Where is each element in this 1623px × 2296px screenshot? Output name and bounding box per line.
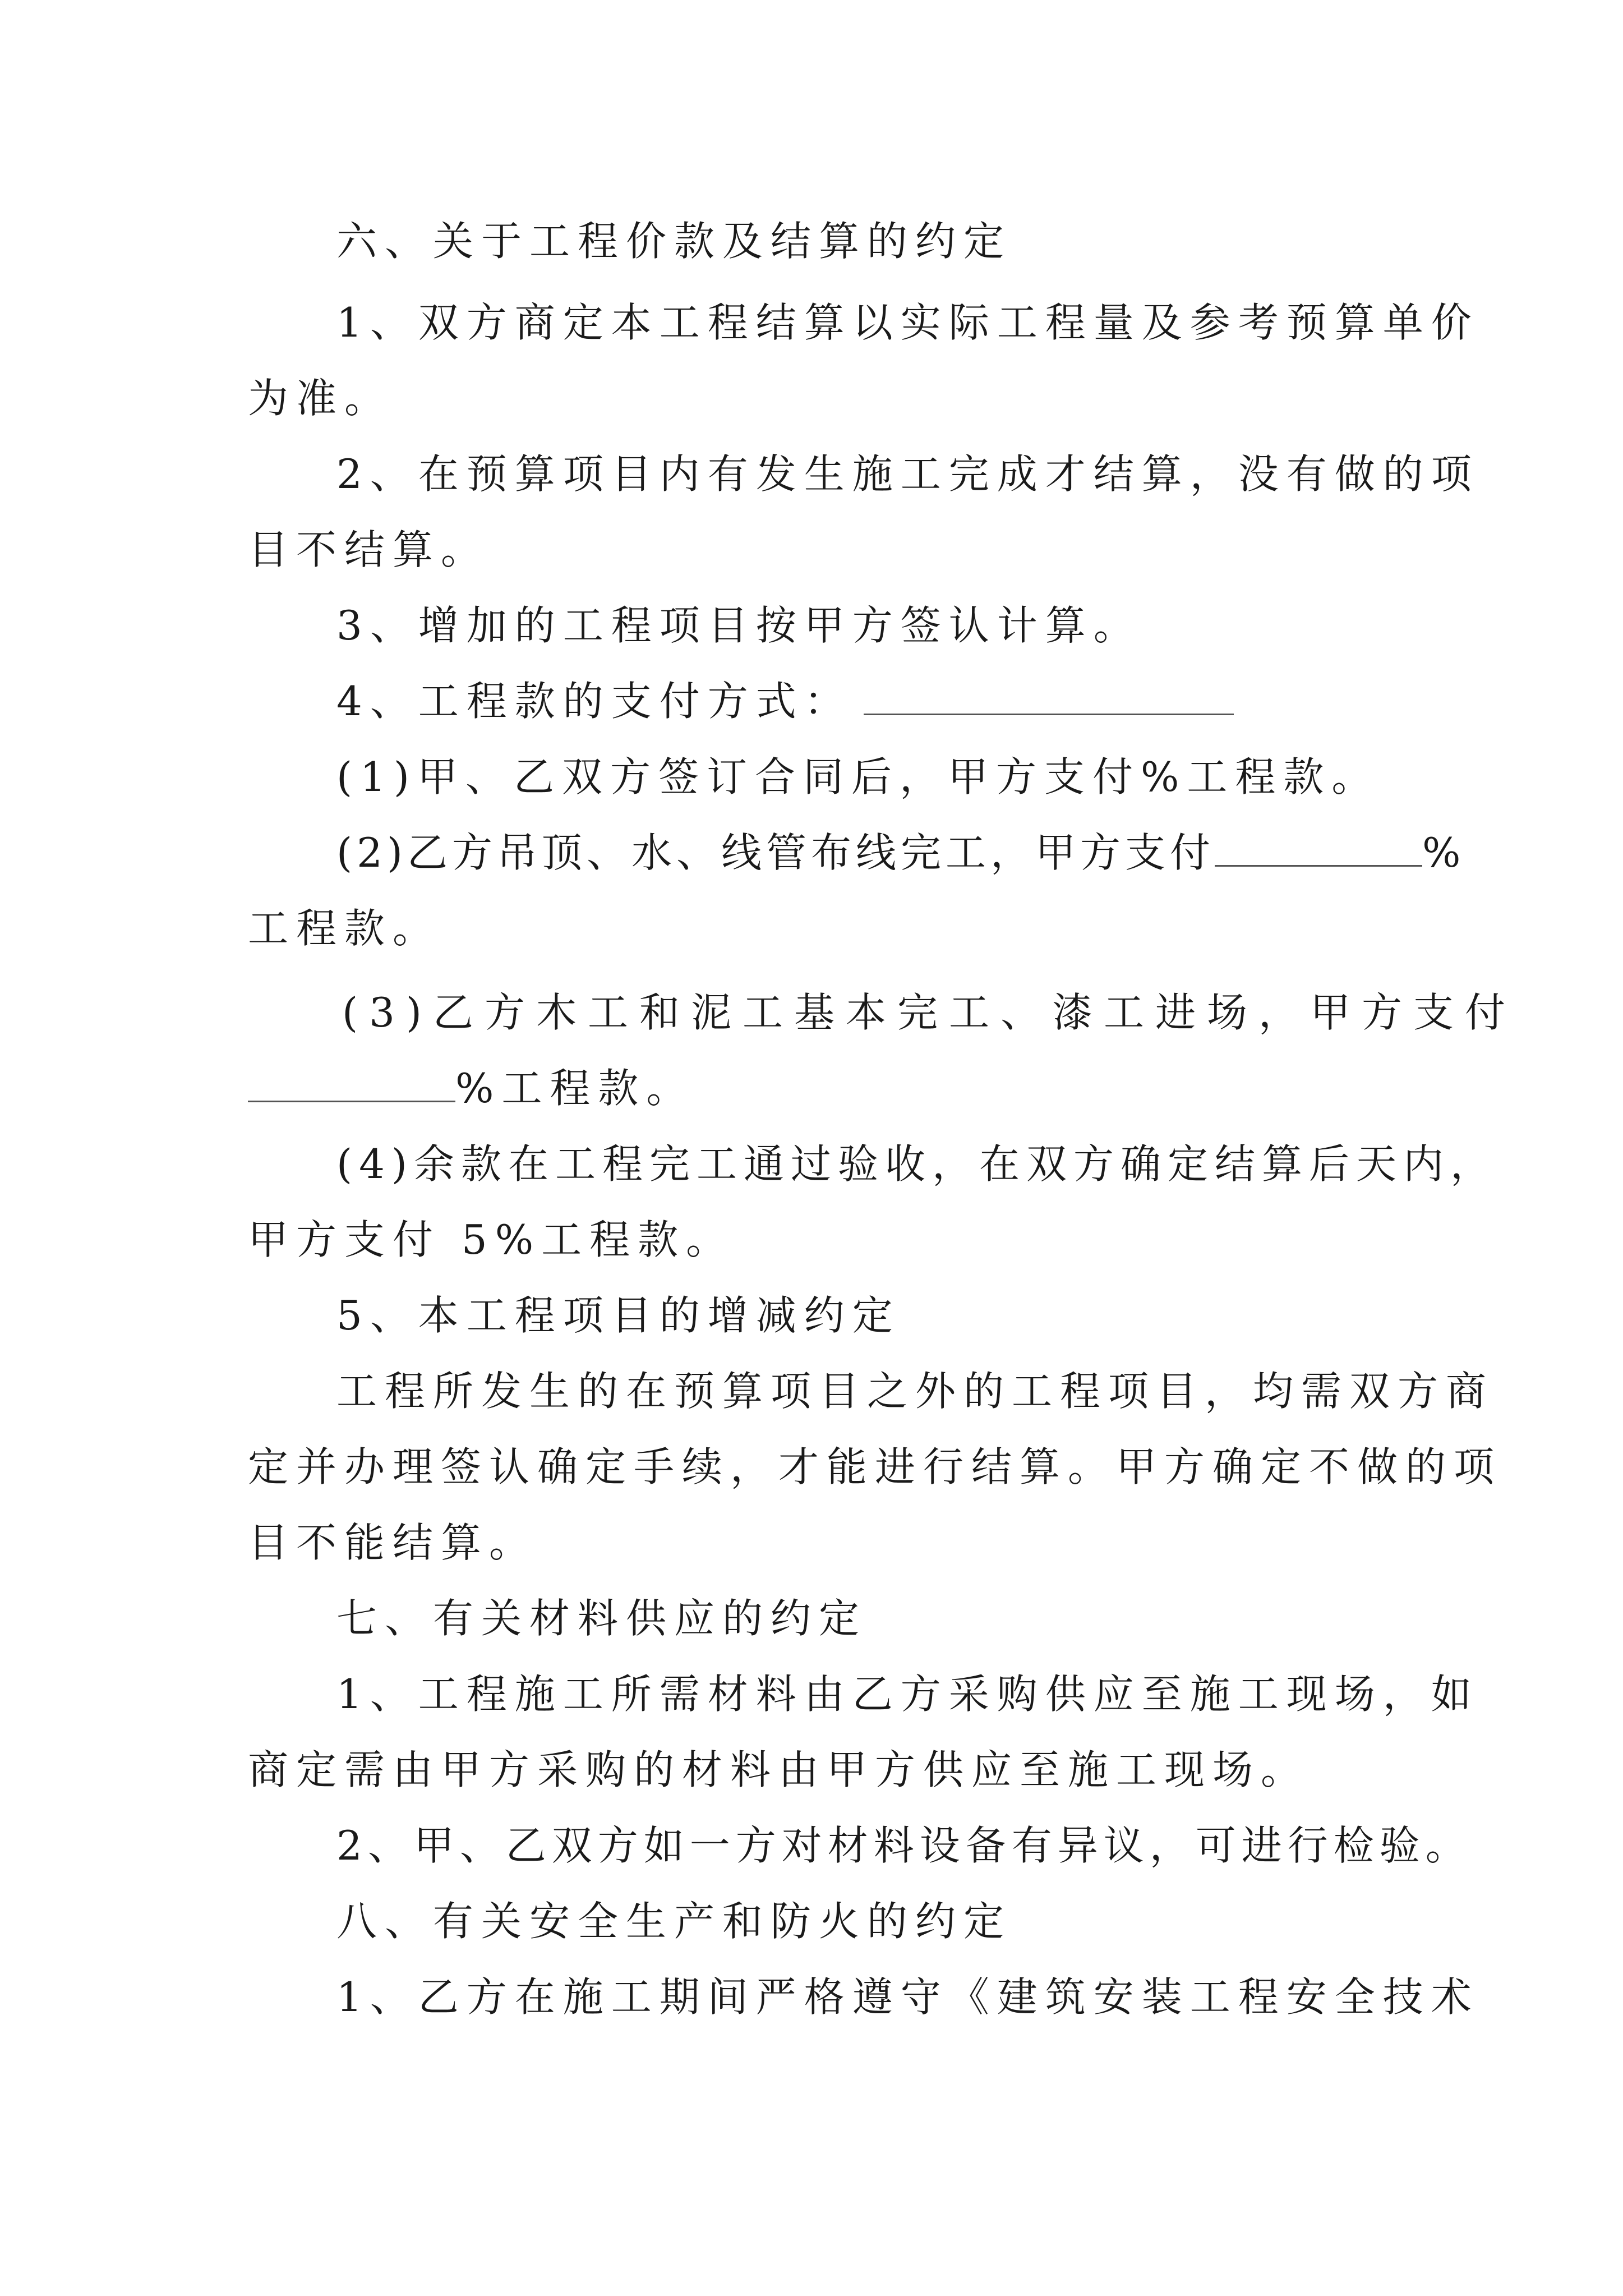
section-heading: 七、有关材料供应的约定	[336, 1595, 868, 1642]
paragraph-line: (1)甲、乙双方签订合同后，甲方支付%工程款。	[336, 753, 1380, 800]
paragraph-line: 2、在预算项目内有发生施工完成才结算，没有做的项	[336, 450, 1479, 498]
line-text: %工程款。	[455, 1065, 695, 1112]
paragraph-line	[336, 676, 1623, 726]
paragraph-line: 3、增加的工程项目按甲方签认计算。	[336, 602, 1142, 649]
paragraph-line: 5、本工程项目的增减约定	[336, 1292, 901, 1339]
line-suffix: %	[1422, 829, 1465, 876]
paragraph-line: 目不结算。	[248, 526, 490, 573]
fill-in-blank[interactable]	[1215, 830, 1422, 867]
paragraph-line: 工程款。	[248, 905, 441, 952]
paragraph-line: 1、双方商定本工程结算以实际工程量及参考预算单价	[336, 299, 1479, 346]
line-text: (2)乙方吊顶、水、线管布线完工，甲方支付	[336, 829, 1215, 876]
section-heading: 八、有关安全生产和防火的约定	[336, 1898, 1012, 1945]
paragraph-line: (3)乙方木工和泥工基本完工、漆工进场，甲方支付	[342, 989, 1516, 1036]
section-heading: 六、关于工程价款及结算的约定	[336, 218, 1012, 265]
paragraph-line	[336, 827, 1623, 878]
paragraph-line: 甲方支付 5%工程款。	[248, 1216, 735, 1263]
paragraph-line: 2、甲、乙双方如一方对材料设备有异议，可进行检验。	[336, 1822, 1472, 1869]
fill-in-blank[interactable]	[248, 1066, 455, 1102]
paragraph-line: 目不能结算。	[248, 1519, 538, 1566]
paragraph-line: 1、工程施工所需材料由乙方采购供应至施工现场，如	[336, 1671, 1479, 1718]
paragraph-line: (4)余款在工程完工通过验收，在双方确定结算后天内，	[336, 1140, 1497, 1188]
paragraph-line: 工程所发生的在预算项目之外的工程项目，均需双方商	[336, 1368, 1495, 1415]
paragraph-line: 商定需由甲方采购的材料由甲方供应至施工现场。	[248, 1746, 1310, 1793]
paragraph-line: 定并办理签认确定手续，才能进行结算。甲方确定不做的项	[248, 1443, 1502, 1490]
fill-in-blank[interactable]	[864, 679, 1234, 715]
paragraph-line: 为准。	[248, 375, 393, 422]
paragraph-line	[248, 1063, 1623, 1114]
line-text: 4、工程款的支付方式：	[336, 678, 852, 725]
paragraph-line: 1、乙方在施工期间严格遵守《建筑安装工程安全技术	[336, 1973, 1479, 2021]
